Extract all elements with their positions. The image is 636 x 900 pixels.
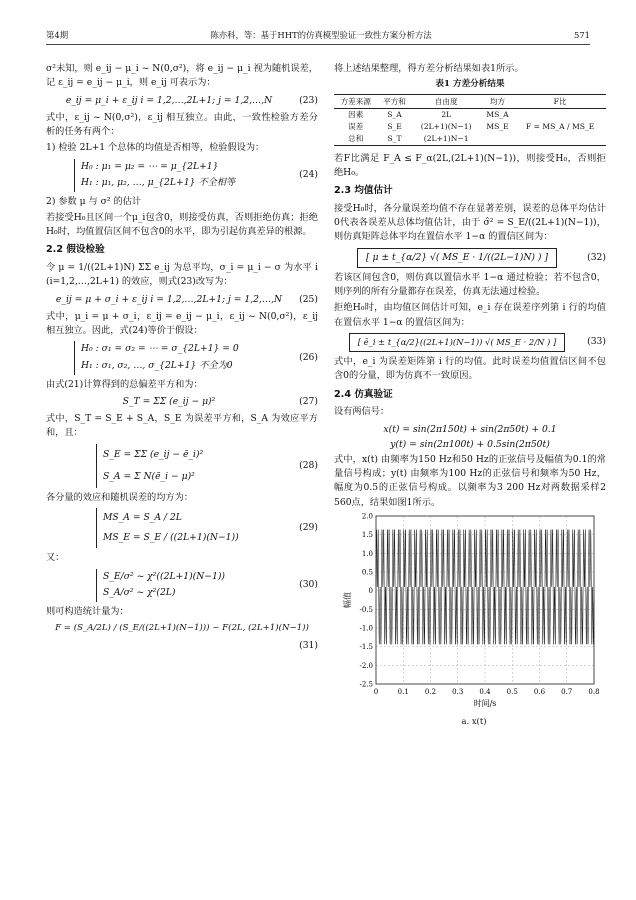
equation-number: (31)	[299, 640, 318, 652]
x-tick-label: 0.1	[397, 687, 409, 696]
equation-32	[334, 248, 606, 268]
equation-number: (28)	[299, 459, 318, 471]
signal-definitions	[334, 422, 606, 453]
equation-28	[46, 444, 318, 488]
y-tick-label: 0.5	[361, 568, 373, 577]
table-row	[334, 133, 606, 145]
paragraph: 若接受H₀且区间一个μ_i包含0，则接受仿真，否则拒绝仿真；拒绝H₀时，均值置信区间不包含0的水平，即为引起仿真差异的根源。	[46, 211, 318, 238]
equation-body: e_ij = μ + σ_i + ε_ij i = 1,2,…,2L+1; j = 1,2,…,N	[55, 293, 283, 305]
equation-body: [ ē_i ± t_{α/2}((2L+1)(N−1)) √( MS_E · 2/N ) ]	[349, 333, 566, 352]
x-axis-label: 时间/s	[473, 698, 497, 708]
equation-line: x(t) = sin(2π150t) + sin(2π50t) + 0.1	[383, 423, 557, 435]
equation-number: (26)	[299, 351, 318, 363]
paragraph: 式中，e_i 为误差矩阵第 i 行的均值。此时误差均值置信区间不包含0的分量，即为仿真不一致原因。	[334, 356, 606, 382]
right-column	[334, 62, 606, 728]
equation-line: S_E = ΣΣ (e_ij − ē_i)²	[103, 448, 204, 460]
paragraph: 式中，μ_i = μ + σ_i，ε_ij = e_ij − μ_i，ε_ij ~ N(0,σ²)，ε_ij 相互独立。因此，式(24)等价于假设：	[46, 310, 318, 337]
equation-number: (27)	[299, 395, 318, 407]
paragraph: σ²未知，则 e_ij − μ_i ~ N(0,σ²)，将 e_ij − μ_i 视为随机误差，记 ε_ij = e_ij − μ_i，则 e_ij 可表示为：	[46, 63, 318, 89]
paragraph: 将上述结果整理，得方差分析结果如表1所示。	[334, 63, 524, 74]
hypothesis-h0: H₀ : μ₁ = μ₂ = ⋯ = μ_{2L+1}	[81, 160, 219, 172]
y-tick-label: -1.0	[359, 624, 373, 633]
equation-line: S_A/σ² ~ χ²(2L)	[103, 587, 176, 599]
equation-line: MS_E = S_E / ((2L+1)(N−1))	[103, 532, 239, 544]
y-tick-labels	[360, 512, 374, 688]
x-tick-labels	[374, 688, 600, 696]
table-title: 表1 方差分析结果	[435, 79, 505, 90]
equation-number: (23)	[299, 94, 318, 106]
paragraph: 式中，x(t) 由频率为150 Hz和50 Hz的正弦信号及幅值为0.1的常量信号构成；y(t) 由频率为100 Hz的正弦信号和频率为50 Hz，幅度为0.5的正弦信号构成。以频率为3 200 Hz对两数据采样2 560点，结果如图1所示。	[334, 453, 606, 508]
table-cell: (2L+1)(N−1)	[420, 122, 472, 132]
hypothesis-h1: H₁ : μ₁, μ₂, …, μ_{2L+1} 不全相等	[81, 177, 236, 189]
paragraph: 拒绝H₀时，由均值区间估计可知，e_i 存在误差序列第 i 行的均值在置信水平 1−α 的置信区间为：	[334, 302, 606, 328]
equation-26	[46, 341, 318, 374]
table-cell: (2L+1)N−1	[411, 133, 480, 145]
equation-29	[46, 508, 318, 548]
equation-23	[46, 94, 318, 108]
equation-number: (30)	[299, 579, 318, 591]
section-heading: 2.4 仿真验证	[334, 388, 393, 400]
equation-25	[46, 293, 318, 307]
equation-31	[46, 622, 318, 635]
table-cell	[481, 133, 514, 145]
equation-line: S_E/σ² ~ χ²((2L+1)(N−1))	[103, 570, 226, 582]
y-tick-label: -2.0	[359, 661, 373, 670]
equation-24	[46, 159, 318, 192]
table-header-cell: 方差来源	[334, 94, 378, 109]
table-cell: 因素	[348, 110, 364, 120]
equation-body: e_ij = μ_i + ε_ij i = 1,2,…,2L+1; j = 1,2,…,N	[65, 94, 273, 106]
paragraph: 式中，S_T = S_E + S_A，S_E 为误差平方和，S_A 为效应平方和，且：	[46, 413, 318, 439]
table-header-cell: F比	[514, 94, 606, 109]
paragraph: 由式(21)计算得到的总偏差平方和为：	[46, 378, 203, 390]
equation-33	[334, 333, 606, 352]
y-tick-label: -1.5	[359, 643, 373, 652]
table-cell: S_E	[387, 122, 402, 132]
equation-line: MS_A = S_A / 2L	[103, 512, 182, 524]
table-cell: MS_E	[486, 122, 509, 132]
y-tick-label: 2.0	[361, 512, 373, 521]
equation-body: S_T = ΣΣ (e_ij − μ)²	[122, 395, 216, 407]
x-tick-label: 0.6	[533, 687, 546, 696]
equation-body: [ μ ± t_{α/2} √( MS_E · 1/((2L−1)N) ) ]	[357, 248, 557, 268]
y-tick-label: 0	[368, 587, 373, 596]
table-header-cell: 自由度	[411, 94, 480, 109]
table-cell: 误差	[348, 122, 364, 132]
table-row	[334, 121, 606, 133]
paragraph: 式中，ε_ij ~ N(0,σ²)，ε_ij 相互独立。由此，一致性检验方差分析的任务有两个：	[46, 111, 318, 137]
equation-line: y(t) = sin(2π100t) + 0.5sin(2π50t)	[390, 439, 550, 451]
table-cell: 总和	[334, 133, 378, 145]
series-line-xt	[376, 529, 594, 644]
x-tick-label: 0	[373, 687, 379, 696]
x-tick-label: 0.3	[452, 687, 464, 696]
y-tick-label: 1.0	[361, 549, 373, 558]
x-tick-label: 0.8	[588, 687, 600, 696]
y-tick-label: -2.5	[359, 680, 373, 689]
x-tick-label: 0.2	[424, 687, 437, 696]
equation-number: (32)	[587, 251, 606, 263]
paragraph: 设有两信号：	[334, 406, 390, 418]
paragraph: 令 μ = 1/((2L+1)N) ΣΣ e_ij 为总平均，σ_i = μ_i − σ 为水平 i (i=1,2,…,2L+1) 的效应，则式(23)改写为：	[46, 262, 318, 288]
equation-27	[46, 395, 318, 409]
equation-number: (24)	[299, 168, 318, 180]
paragraph: 则可构造统计量为：	[46, 605, 129, 617]
anova-table	[334, 94, 606, 146]
y-tick-label: 1.5	[361, 531, 373, 540]
y-axis-label: 幅值	[343, 591, 352, 608]
chart-svg	[342, 512, 604, 708]
paragraph: 若F比满足 F_A ≤ F_α(2L,(2L+1)(N−1))，则接受H₀，否则拒绝H₀。	[334, 152, 606, 178]
table-header-row	[334, 94, 606, 109]
table-cell	[514, 133, 606, 145]
paragraph: 接受H₀时，各分量误差均值不存在显著差别，误差的总体平均估计0代表各误差从总体均值估计，由于 σ̂² = S_E/((2L+1)(N−1))，则仿真矩阵总体平均在置信水平 1−α 的置信区间为：	[334, 202, 606, 243]
figure-xt	[342, 512, 606, 728]
page-number: 571	[573, 29, 590, 40]
hypothesis-h1: H₁ : σ₁, σ₂, …, σ_{2L+1} 不全为0	[81, 360, 233, 372]
table-cell: 2L	[441, 110, 452, 120]
table-cell: S_T	[378, 133, 412, 145]
equation-number: (33)	[587, 336, 606, 348]
page-header	[46, 28, 590, 45]
table-cell: MS_A	[486, 110, 509, 120]
running-title: 陈亦科，等：基于HHT的仿真模型验证一致性方案分析方法	[210, 29, 432, 40]
left-column	[46, 62, 318, 654]
paragraph: 各分量的效应和随机误差的均方为：	[46, 491, 193, 503]
y-tick-label: -0.5	[359, 605, 373, 614]
table-row	[334, 109, 606, 121]
section-heading: 2.3 均值估计	[334, 185, 393, 197]
issue-label: 第4期	[46, 29, 69, 40]
paragraph: 2) 参数 μ 与 σ² 的估计	[46, 195, 142, 207]
section-heading: 2.2 假设检验	[46, 244, 105, 256]
figure-caption: a. x(t)	[461, 716, 487, 727]
equation-line: S_A = Σ N(ē_i − μ)²	[103, 470, 195, 482]
x-tick-label: 0.7	[561, 687, 573, 696]
table-header-cell: 均方	[481, 94, 514, 109]
equation-number: (29)	[299, 522, 318, 534]
table-cell: S_A	[387, 110, 402, 120]
paragraph: 又：	[46, 552, 65, 564]
paragraph: 若该区间包含0，则仿真以置信水平 1−α 通过检验；若不包含0，则序列的所有分量都存在误差，仿真无法通过检验。	[334, 271, 606, 298]
hypothesis-h0: H₀ : σ₁ = σ₂ = ⋯ = σ_{2L+1} = 0	[81, 343, 239, 355]
equation-body: F = (S_A/2L) / (S_E/((2L+1)(N−1))) ~ F(2L, (2L+1)(N−1))	[55, 623, 309, 634]
table-header-cell: 平方和	[378, 94, 412, 109]
table-cell: F = MS_A / MS_E	[525, 122, 595, 132]
equation-number: (25)	[299, 293, 318, 305]
x-tick-label: 0.4	[479, 687, 491, 696]
x-tick-label: 0.5	[506, 687, 518, 696]
paragraph: 1) 检验 2L+1 个总体的均值是否相等，检验假设为：	[46, 142, 265, 154]
table-cell	[514, 109, 606, 121]
equation-30	[46, 569, 318, 602]
